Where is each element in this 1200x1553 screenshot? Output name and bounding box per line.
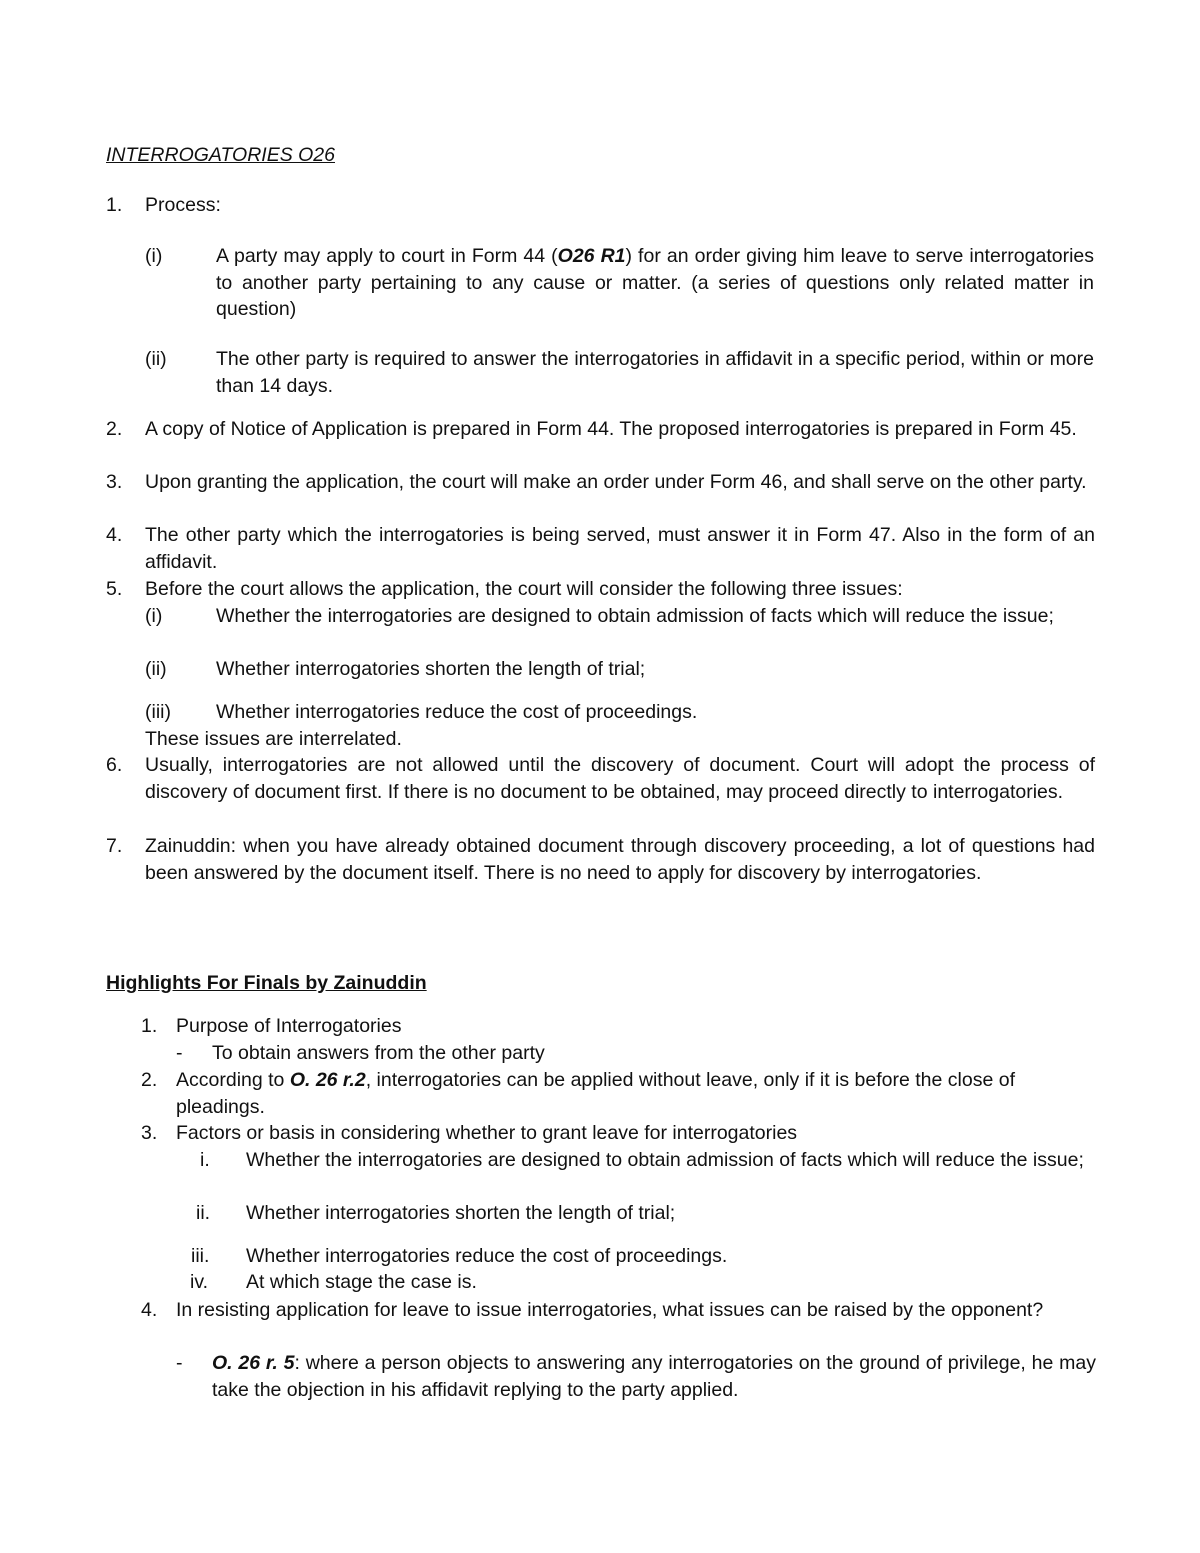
list-number: 5. bbox=[106, 578, 123, 600]
sub-number: i. bbox=[200, 1149, 210, 1171]
sub-number: (i) bbox=[145, 245, 163, 267]
rule-reference: O26 R1 bbox=[557, 245, 626, 267]
list-text: A copy of Notice of Application is prepared in Form 44. The proposed interrogatories is prepared in Form 45. bbox=[145, 418, 1077, 440]
sub-number: (i) bbox=[145, 605, 163, 627]
rule-reference: O. 26 r.2 bbox=[289, 1069, 366, 1091]
list-text: The other party which the interrogatories is being served, must answer it in Form 47. Also in the form of an affidavit. bbox=[145, 524, 1095, 573]
sub-text: At which stage the case is. bbox=[246, 1271, 477, 1293]
sub-text: Whether interrogatories reduce the cost of proceedings. bbox=[216, 701, 698, 723]
list-text: Usually, interrogatories are not allowed until the discovery of document. Court will adopt the process of discovery of document first. If there is no document to be obtained, may proceed directly to interrogatories. bbox=[145, 754, 1095, 803]
sub-number: (ii) bbox=[145, 348, 167, 370]
list-number: 4. bbox=[106, 524, 123, 546]
list-text: Zainuddin: when you have already obtained document through discovery proceeding, a lot of questions had been answered by the document itself. There is no need to apply for discovery by interrogatories. bbox=[145, 835, 1095, 884]
dash-bullet: - bbox=[176, 1352, 183, 1374]
list-text: Process: bbox=[145, 194, 221, 216]
list-text: In resisting application for leave to issue interrogatories, what issues can be raised by the opponent? bbox=[176, 1299, 1044, 1321]
list-number: 1. bbox=[141, 1015, 158, 1037]
sub-number: (ii) bbox=[145, 658, 167, 680]
sub-text: O. 26 r. 5: where a person objects to answering any interrogatories on the ground of privilege, he may take the objection in his affidavit replying to the party applied. bbox=[212, 1352, 1096, 1401]
sub-text: Whether interrogatories shorten the length of trial; bbox=[246, 1202, 676, 1224]
sub-text: Whether the interrogatories are designed to obtain admission of facts which will reduce the issue; bbox=[246, 1149, 1084, 1171]
list-text: Before the court allows the application, the court will consider the following three issues: bbox=[145, 578, 903, 600]
sub-text: To obtain answers from the other party bbox=[212, 1042, 545, 1064]
list-number: 2. bbox=[141, 1069, 158, 1091]
list-text: Factors or basis in considering whether to grant leave for interrogatories bbox=[176, 1122, 798, 1144]
list-text: According to O. 26 r.2, interrogatories can be applied without leave, only if it is before the close of pleadings. bbox=[176, 1069, 1015, 1118]
sub-number: iii. bbox=[191, 1245, 210, 1267]
sub-text: The other party is required to answer the interrogatories in affidavit in a specific period, within or more than 14 days. bbox=[216, 348, 1094, 397]
sub-number: ii. bbox=[196, 1202, 211, 1224]
list-number: 2. bbox=[106, 418, 123, 440]
list-number: 3. bbox=[106, 471, 123, 493]
highlights-heading: Highlights For Finals by Zainuddin bbox=[106, 972, 427, 994]
list-number: 7. bbox=[106, 835, 123, 857]
sub-text: Whether interrogatories shorten the length of trial; bbox=[216, 658, 646, 680]
sub-number: iv. bbox=[190, 1271, 209, 1293]
list-number: 3. bbox=[141, 1122, 158, 1144]
list-text: Purpose of Interrogatories bbox=[176, 1015, 402, 1037]
sub-text: Whether interrogatories reduce the cost of proceedings. bbox=[246, 1245, 728, 1267]
dash-bullet: - bbox=[176, 1042, 183, 1064]
list-number: 1. bbox=[106, 194, 123, 216]
list-number: 6. bbox=[106, 754, 123, 776]
page-title: INTERROGATORIES O26 bbox=[106, 144, 335, 166]
sub-text: Whether the interrogatories are designed to obtain admission of facts which will reduce the issue; bbox=[216, 605, 1054, 627]
rule-reference: O. 26 r. 5 bbox=[212, 1352, 295, 1374]
sub-number: (iii) bbox=[145, 701, 171, 723]
section-note: These issues are interrelated. bbox=[145, 728, 402, 750]
list-text: Upon granting the application, the court will make an order under Form 46, and shall serve on the other party. bbox=[145, 471, 1087, 493]
sub-text: A party may apply to court in Form 44 (O26 R1) for an order giving him leave to serve interrogatories to another party pertaining to any cause or matter. (a series of questions only related matter in question) bbox=[216, 245, 1095, 321]
list-number: 4. bbox=[141, 1299, 158, 1321]
